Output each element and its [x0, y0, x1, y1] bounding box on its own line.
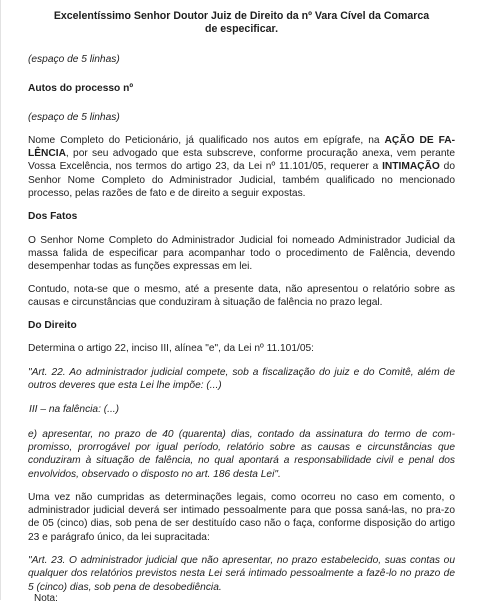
case-number-label: Autos do processo nº [28, 83, 134, 95]
intro-text-1: Nome Completo do Peticionário, já qualificado nos autos em epígrafe, na [28, 134, 385, 146]
legal-quote-inciso-iii: III – na falência: (...) [29, 404, 120, 416]
legal-quote-art22: "Art. 22. Ao administrador judicial compete, sob a fiscalização do juiz e do Comitê, além de outros deveres que esta Lei lhe impõe: (...) [28, 366, 455, 392]
section-heading-direito: Do Direito [28, 320, 77, 332]
fatos-paragraph-1: O Senhor Nome Completo do Administrador Judicial foi nomeado Administrador Judicial da massa falida de especificar para acompanhar todo o procedimento de Falência, devendo desempenhar todas as funções expressas em lei. [28, 234, 455, 273]
placeholder-spacing-1: (espaço de 5 linhas) [28, 54, 120, 65]
document-heading [28, 10, 455, 36]
intro-request-type: INTIMAÇÃO [382, 161, 440, 173]
heading-line-1: Excelentíssimo Senhor Doutor Juiz de Direito da nº Vara Cível da Comarca [53, 10, 430, 22]
document-body [28, 10, 455, 603]
intro-paragraph [28, 134, 455, 200]
intro-text-2: , por seu advogado que esta subscreve, conforme procuração anexa, vem perante Vossa Excelência, nos termos do artigo 23, da Lei nº 11.101/05, requerer a [28, 148, 455, 173]
heading-line-2: de especificar. [204, 23, 279, 35]
section-heading-fatos: Dos Fatos [28, 211, 78, 223]
legal-quote-art23: "Art. 23. O administrador judicial que não apresentar, no prazo estabelecido, suas contas ou qualquer dos relatórios previstos nesta Lei será intimado pessoalmente a fazê-lo no prazo de 5 (cinco) dias, sob pena de desobediência. [28, 555, 455, 593]
fatos-paragraph-2: Contudo, nota-se que o mesmo, até a presente data, não apresentou o relatório sobre as causas e circunstâncias que conduziram à situação de falência no prazo legal. [28, 283, 455, 308]
intro-text-3: do Senhor Nome Completo do Administrador Judicial, também qualificado no mencionado processo, pelas razões de fato e de direito a seguir expostas. [28, 161, 455, 200]
intro-action-type: AÇÃO DE FA-LÊNCIA [28, 134, 456, 160]
direito-paragraph-1: Determina o artigo 22, inciso III, alínea "e", da Lei nº 11.101/05: [28, 343, 315, 355]
legal-quote-alinea-e: e) apresentar, no prazo de 40 (quarenta) dias, contado da assinatura do termo de com-promisso, prorrogável por igual período, relatório sobre as causas e circunstâncias que conduziram à situação de falência, no qual apontará a responsabilidade civil e penal dos envolvidos, observado o disposto no art. 186 desta Lei". [28, 428, 455, 480]
footer-note-partial [34, 593, 58, 605]
direito-paragraph-2: Uma vez não cumpridas as determinações legais, como ocorreu no caso em comento, o administrador judicial deverá ser intimado pessoalmente para que possa saná-las, no pra-zo de 05 (cinco) dias, sob pena de ser destituído caso não o faça, conforme disposição do artigo 23 e parágrafo único, da lei supracitada: [28, 491, 455, 543]
footer-note-label: Nota: [34, 593, 58, 604]
placeholder-spacing-2: (espaço de 5 linhas) [28, 111, 120, 123]
